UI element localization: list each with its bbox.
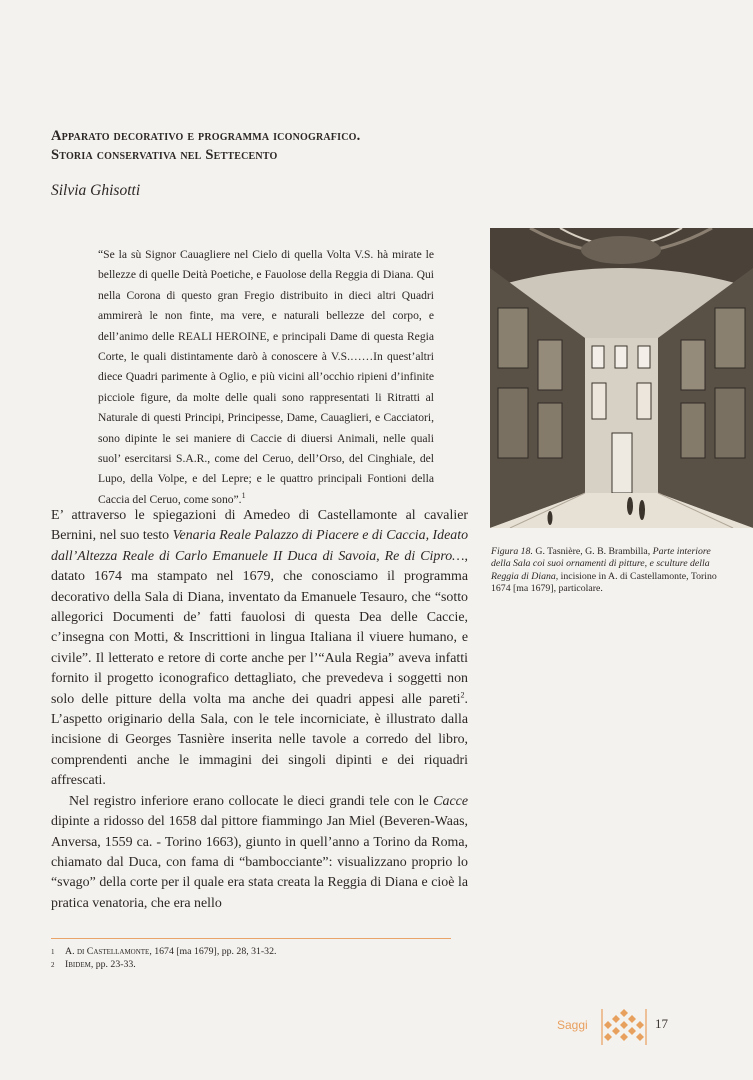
book-title: Venaria Reale Palazzo di Piacere e di Caccia, Ideato dall’Altezza Reale di Carlo Emanuele II Duca di Savoia, Re di Cipro… xyxy=(51,528,469,564)
footnote-detail: , 1674 [ma 1679], pp. 28, 31-32. xyxy=(149,946,277,957)
footnote-number: 1 xyxy=(51,948,55,956)
article-heading xyxy=(51,127,471,165)
block-quote xyxy=(98,245,434,510)
paragraph-2 xyxy=(51,792,468,914)
footnote-ref-2: 2 xyxy=(460,690,465,700)
quote-text: “Se la sù Signor Cauagliere nel Cielo di quella Volta V.S. hà mirate le bellezze di quelle Deità Poetiche, e Fauolose della Reggia di Diana. Qui nella Corona di questo gran Fregio distribuito in dieci altri Quadri ammirerà le non finte, ma vere, e naturali bellezze del corpo, e dell’animo delle REALI HEROINE, e principali Dame di questa Regia Corte, le quali distintamente darò à conoscere à V.S.……In quest’altri diece Quadri parimente à Oglio, e più vicini all’occhio ripieni d’infinite picciole figure, da molte delle quali sono rappresentati li Ritratti al Naturale di questi Principi, Principesse, Dame, Cauaglieri, e Cacciatori, sono dipinte le sei maniere di Caccie di diuersi Animali, nelle quali suol’ esercitarsi S.A.R., come del Ceruo, dell’Orso, del Cinghiale, del Lupo, della Volpe, e del Lepre; e le quattro principali Fontioni della Caccia del Ceruo, come sono”. xyxy=(98,248,434,506)
engraving-figure xyxy=(490,228,753,528)
caption-rest: incisione in A. di Castellamonte, Torino 1674 [ma 1679], particolare. xyxy=(491,570,717,595)
footnote-text xyxy=(65,946,276,959)
footnote-author: A. di Castellamonte xyxy=(65,946,150,957)
section-label: Saggi xyxy=(557,1018,588,1032)
figure-caption xyxy=(491,546,721,596)
paragraph-1 xyxy=(51,506,468,792)
paragraph-1-text-c: . L’aspetto originario della Sala, con le tele incorniciate, è illustrato dalla incisione di Georges Tasnière inserita nelle tavole a corredo del libro, comprendenti anche le immagini dei singoli dipinti e dei riquadri affrescati. xyxy=(51,691,468,789)
footnote-author: Ibidem xyxy=(65,958,91,970)
caption-title: Parte interiore della Sala coi suoi ornamenti di pitture, e sculture della Reggia di Diana, xyxy=(491,546,711,582)
diamond-ornament-icon xyxy=(601,1007,647,1047)
engraving-image xyxy=(490,228,753,528)
cacce-italic: Cacce xyxy=(433,793,468,809)
footnote-text xyxy=(65,959,136,972)
body-text xyxy=(51,506,468,914)
footnotes xyxy=(51,946,471,971)
paragraph-2-text-b: dipinte a ridosso del 1658 dal pittore fiammingo Jan Miel (Beveren-Waas, Anversa, 1559 ca. - Torino 1663), giunto in quell’anno a Torino da Roma, chiamato dal Duca, con fama di “bambocciante”: visualizzano proprio lo “svago” della corte per il quale era stata creata la Reggia di Diana e cioè la pratica venatoria, che era nello xyxy=(51,814,468,911)
footnote xyxy=(51,946,471,959)
paragraph-1-text-a: E’ attraverso le spiegazioni di Amedeo di Castellamonte al cavalier Bernini, nel suo testo xyxy=(51,508,468,544)
footnote-detail: , pp. 23-33. xyxy=(90,958,136,970)
author-name: Silvia Ghisotti xyxy=(51,182,141,199)
caption-figure-label: Figura 18. xyxy=(491,546,533,557)
caption-authors: G. Tasnière, G. B. Brambilla, xyxy=(532,546,651,557)
heading-line-2: Storia conservativa nel Settecento xyxy=(51,147,278,163)
page-number: 17 xyxy=(655,1016,668,1031)
paragraph-2-text-a: Nel registro inferiore erano collocate le dieci grandi tele con le xyxy=(69,793,434,809)
heading-line-1: Apparato decorativo e programma iconografico. xyxy=(51,128,361,144)
paragraph-1-text-b: , datato 1674 ma stampato nel 1679, che conosciamo il programma decorativo della Sala di Diana, inventato da Emanuele Tesauro, che “sotto allegorici Documenti de’ fatti fauolosi di questa Dea delle Caccie, c’insegna con Motti, & Inscrittioni in lingua Italiana il viuere humano, e civile”. Il letterato e retore di corte anche per l’“Aula Regia” aveva infatti fornito il progetto iconografico dettagliato, che prevedeva i soggetti non solo delle pitture della volta ma anche dei quadri appesi alle pareti xyxy=(51,548,468,707)
footnote xyxy=(51,959,471,972)
footnote-divider xyxy=(51,938,451,939)
quote-footnote-ref: 1 xyxy=(241,491,246,501)
footnote-number: 2 xyxy=(51,960,55,969)
